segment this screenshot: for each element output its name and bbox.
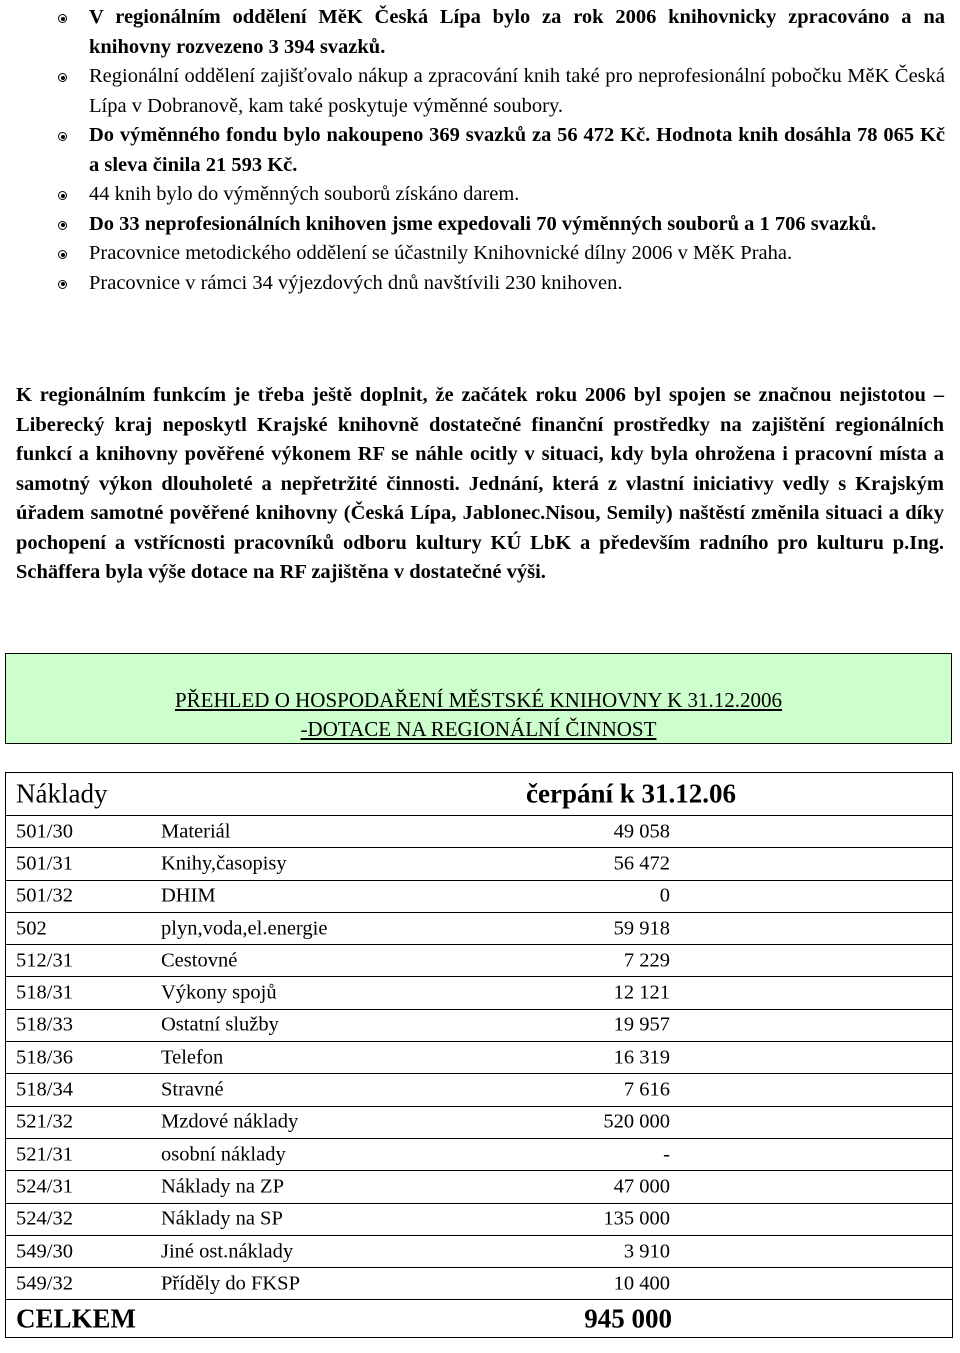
row-item-name: Výkony spojů: [161, 981, 277, 1004]
row-account-code: 518/36: [16, 1046, 73, 1069]
row-amount: 16 319: [613, 1046, 670, 1069]
header-spent-label: čerpání k 31.12.06: [526, 778, 737, 809]
row-amount: 56 472: [613, 852, 670, 875]
row-amount: 7 616: [623, 1078, 670, 1101]
table-row: [6, 945, 953, 977]
expense-table: [5, 772, 953, 1338]
row-account-code: 512/31: [16, 949, 73, 972]
total-amount: 945 000: [584, 1303, 672, 1334]
row-item-name: Knihy,časopisy: [161, 852, 287, 875]
row-amount: 7 229: [623, 949, 670, 972]
header-costs-label: Náklady: [16, 778, 108, 809]
row-amount: 49 058: [613, 820, 670, 843]
row-item-name: Mzdové náklady: [161, 1110, 299, 1133]
bullet-list: [0, 3, 945, 298]
row-amount: 3 910: [623, 1240, 670, 1262]
row-item-name: DHIM: [161, 884, 216, 907]
bullet-text: V regionálním oddělení MěK Česká Lípa bylo za rok 2006 knihovnicky zpracováno a na knihovny rozvezeno 3 394 svazků.: [89, 6, 945, 58]
row-amount: 47 000: [613, 1175, 670, 1198]
table-total-row: [6, 1300, 953, 1338]
section-heading-line2: -DOTACE NA REGIONÁLNÍ ČINNOST: [300, 717, 657, 741]
bullet-item: [0, 62, 945, 121]
table-row: [6, 1268, 953, 1300]
bullet-icon: [58, 14, 67, 23]
row-amount: 0: [659, 884, 670, 907]
row-account-code: 518/33: [16, 1013, 73, 1036]
table-row: [6, 1235, 953, 1267]
bullet-text: Do výměnného fondu bylo nakoupeno 369 svazků za 56 472 Kč. Hodnota knih dosáhla 78 065 Kč a sleva činila 21 593 Kč.: [89, 124, 945, 176]
row-account-code: 521/32: [16, 1110, 73, 1133]
row-account-code: 524/32: [16, 1207, 73, 1230]
row-account-code: 524/31: [16, 1175, 73, 1198]
regional-functions-paragraph: K regionálním funkcím je třeba ještě doplnit, že začátek roku 2006 byl spojen se značnou nejistotou – Liberecký kraj neposkytl Krajské knihovně dostatečné finanční prostředky na zajištění regionálních funkcí a knihovny pověřené výkonem RF se náhle ocitly v situaci, kdy byla ohrožena i pracovní místa a samotný výkon dlouholeté a nepřetržité činnosti. Jednání, která z vlastní iniciativy vedly s Krajským úřadem samotné pověřené knihovny (Česká Lípa, Jablonec.Nisou, Semily) naštěstí změnila situaci a díky pochopení a vstřícnosti pracovníků odboru kultury KÚ LbK a především radního pro kulturu p.Ing. Schäffera byla výše dotace na RF zajištěna v dostatečné výši.: [16, 384, 944, 583]
bullet-text: Pracovnice metodického oddělení se účastnily Knihovnické dílny 2006 v MěK Praha.: [89, 242, 793, 264]
table-row: [6, 1138, 953, 1170]
table-row: [6, 1171, 953, 1203]
row-account-code: 502: [16, 917, 47, 940]
row-item-name: Cestovné: [161, 949, 238, 972]
table-row: [6, 1009, 953, 1041]
bullet-text: 44 knih bylo do výměnných souborů získáno darem.: [89, 183, 520, 205]
bullet-item: [0, 239, 945, 269]
row-account-code: 501/30: [16, 820, 73, 843]
row-account-code: 549/30: [16, 1240, 73, 1262]
bullet-icon: [58, 73, 67, 82]
row-amount: 59 918: [613, 917, 670, 940]
row-account-code: 521/31: [16, 1143, 73, 1166]
row-amount: 10 400: [613, 1272, 670, 1295]
row-account-code: 518/31: [16, 981, 73, 1004]
table-row: [6, 912, 953, 944]
row-amount: 520 000: [603, 1110, 670, 1133]
row-item-name: Materiál: [161, 820, 231, 843]
bullet-item: [0, 121, 945, 180]
bullet-item: [0, 180, 945, 210]
table-row: [6, 880, 953, 912]
bullet-item: [0, 210, 945, 240]
bullet-icon: [58, 221, 67, 230]
bullet-icon: [58, 132, 67, 141]
row-account-code: 501/31: [16, 852, 73, 875]
row-item-name: plyn,voda,el.energie: [161, 917, 328, 940]
table-row: [6, 1106, 953, 1138]
table-row: [6, 1203, 953, 1235]
section-heading-box: [5, 653, 952, 744]
row-account-code: 549/32: [16, 1272, 73, 1295]
bullet-text: Do 33 neprofesionálních knihoven jsme expedovali 70 výměnných souborů a 1 706 svazků.: [89, 212, 877, 235]
table-row: [6, 1042, 953, 1074]
row-amount: -: [663, 1143, 670, 1166]
row-item-name: Stravné: [161, 1078, 224, 1101]
bullet-icon: [58, 280, 67, 289]
table-header-row: [6, 773, 953, 816]
section-heading-line1: PŘEHLED O HOSPODAŘENÍ MĚSTSKÉ KNIHOVNY K 31.12.2006: [174, 688, 783, 712]
bullet-item: [0, 3, 945, 62]
bullet-icon: [58, 191, 67, 200]
total-label: CELKEM: [16, 1303, 137, 1334]
row-account-code: 518/34: [16, 1078, 73, 1101]
row-item-name: Příděly do FKSP: [161, 1272, 300, 1295]
row-amount: 135 000: [603, 1207, 670, 1230]
table-row: [6, 816, 953, 848]
row-item-name: osobní náklady: [161, 1143, 286, 1166]
row-item-name: Náklady na SP: [161, 1207, 283, 1230]
row-account-code: 501/32: [16, 884, 73, 907]
bullet-text: Pracovnice v rámci 34 výjezdových dnů navštívili 230 knihoven.: [89, 271, 623, 294]
row-item-name: Ostatní služby: [161, 1013, 279, 1036]
row-amount: 12 121: [613, 981, 670, 1004]
bullet-icon: [58, 250, 67, 259]
row-amount: 19 957: [613, 1013, 670, 1036]
table-row: [6, 848, 953, 880]
row-item-name: Náklady na ZP: [161, 1175, 284, 1198]
table-row: [6, 977, 953, 1009]
bullet-text: Regionální oddělení zajišťovalo nákup a zpracování knih také pro neprofesionální pobočku MěK Česká Lípa v Dobranově, kam také poskytuje výměnné soubory.: [89, 65, 945, 117]
bullet-item: [0, 269, 945, 299]
row-item-name: Jiné ost.náklady: [161, 1240, 294, 1262]
table-row: [6, 1074, 953, 1106]
row-item-name: Telefon: [161, 1046, 224, 1069]
